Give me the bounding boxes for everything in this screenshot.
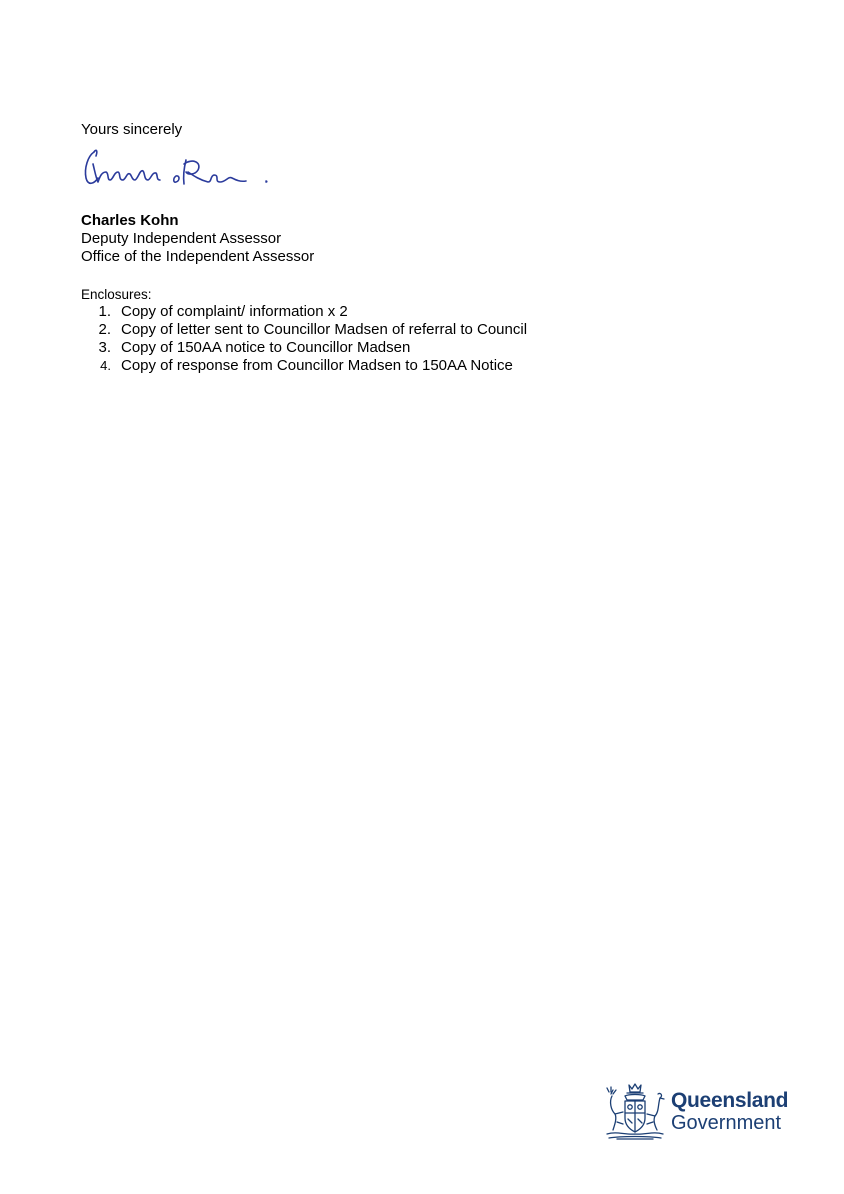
list-item-number: 3. — [98, 339, 111, 356]
enclosures-section — [81, 286, 527, 375]
signature-block — [81, 212, 314, 266]
list-item — [81, 357, 527, 375]
logo-wordmark — [671, 1090, 788, 1134]
enclosures-list — [81, 303, 527, 375]
enclosures-heading: Enclosures: — [81, 287, 152, 302]
list-item — [81, 339, 527, 357]
list-item-text: Copy of complaint/ information x 2 — [121, 303, 348, 320]
signatory-office: Office of the Independent Assessor — [81, 248, 315, 265]
coat-of-arms-icon — [603, 1082, 667, 1142]
list-item — [81, 321, 527, 339]
logo-line-queensland: Queensland — [671, 1089, 789, 1112]
closing-salutation: Yours sincerely — [81, 121, 183, 138]
logo-line-government: Government — [671, 1112, 782, 1134]
list-item-text: Copy of 150AA notice to Councillor Madsen — [121, 339, 411, 356]
signatory-title: Deputy Independent Assessor — [81, 230, 282, 247]
list-item-number: 1. — [98, 303, 111, 320]
list-item-number: 4. — [100, 358, 111, 373]
list-item-number: 2. — [98, 321, 111, 338]
list-item — [81, 303, 527, 321]
signatory-name: Charles Kohn — [81, 212, 179, 229]
list-item-text: Copy of letter sent to Councillor Madsen of referral to Council — [121, 321, 528, 338]
queensland-government-logo — [603, 1082, 788, 1142]
list-item-text: Copy of response from Councillor Madsen to 150AA Notice — [121, 357, 513, 374]
handwritten-signature — [80, 142, 272, 194]
